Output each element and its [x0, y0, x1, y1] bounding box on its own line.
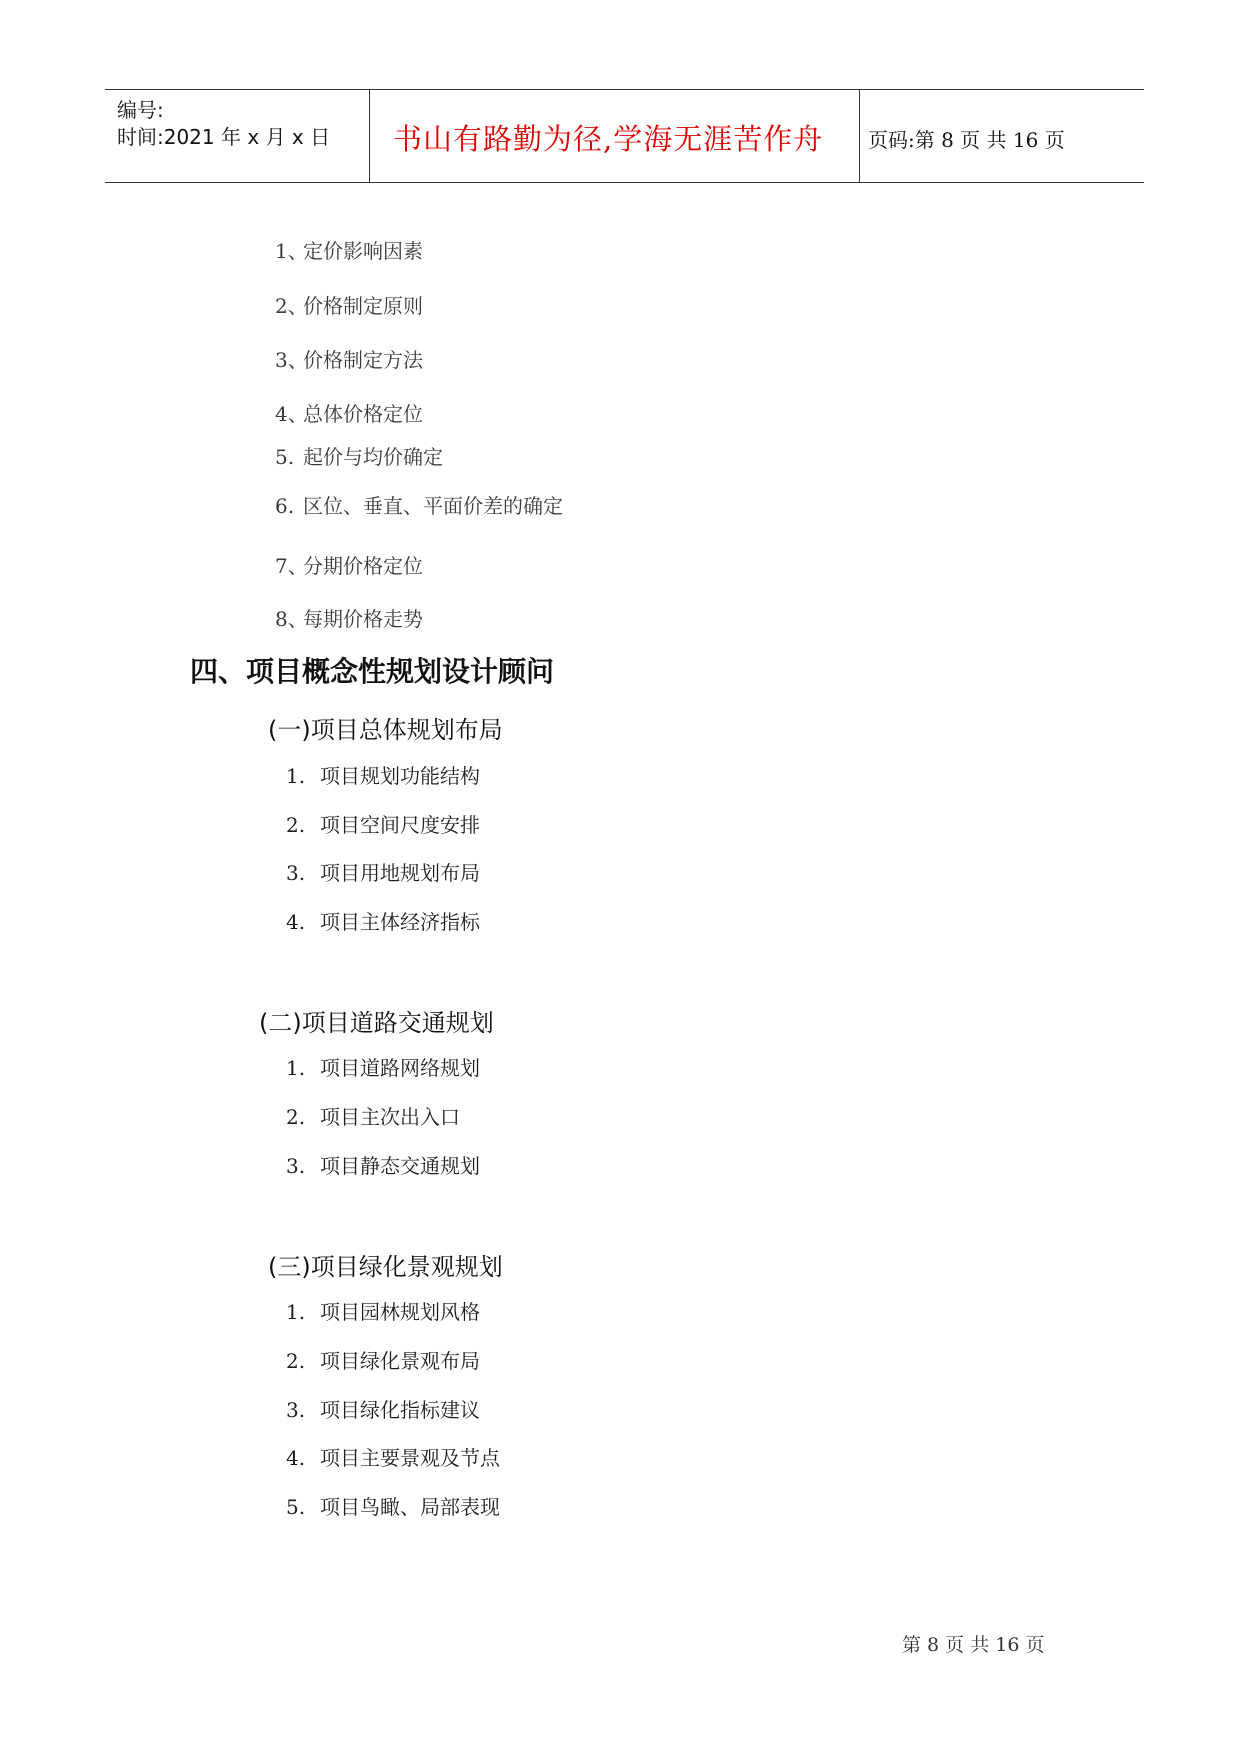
list-item: 2、价格制定原则 [275, 294, 423, 318]
header-number-label: 编号: [117, 98, 164, 122]
subsection-heading: (二)项目道路交通规划 [259, 1009, 494, 1037]
list-item: 2. 项目空间尺度安排 [286, 813, 480, 837]
list-item: 1、定价影响因素 [275, 239, 423, 263]
list-item: 3. 项目绿化指标建议 [286, 1398, 480, 1422]
list-item: 5. 起价与均价确定 [275, 445, 443, 469]
list-item: 7、分期价格定位 [275, 554, 423, 578]
footer-page-number: 第 8 页 共 16 页 [902, 1634, 1045, 1656]
list-item: 2. 项目绿化景观布局 [286, 1349, 480, 1373]
list-item: 8、每期价格走势 [275, 607, 423, 631]
list-item: 3. 项目用地规划布局 [286, 861, 480, 885]
list-item: 1. 项目规划功能结构 [286, 764, 480, 788]
list-item: 1. 项目道路网络规划 [286, 1056, 480, 1080]
list-item: 6. 区位、垂直、平面价差的确定 [275, 494, 563, 518]
header-time-label: 时间:2021 年 x 月 x 日 [117, 125, 331, 149]
list-item: 1. 项目园林规划风格 [286, 1300, 480, 1324]
section-heading: 四、项目概念性规划设计顾问 [190, 655, 555, 688]
header-bottom-rule [105, 182, 1144, 183]
header-top-rule [105, 89, 1144, 90]
list-item: 5. 项目鸟瞰、局部表现 [286, 1495, 500, 1519]
list-item: 4. 项目主要景观及节点 [286, 1446, 500, 1470]
header-divider-right [859, 89, 860, 182]
list-item: 4. 项目主体经济指标 [286, 910, 480, 934]
subsection-heading: (三)项目绿化景观规划 [268, 1253, 503, 1281]
header-page-label: 页码:第 8 页 共 16 页 [868, 128, 1065, 152]
list-item: 3. 项目静态交通规划 [286, 1154, 480, 1178]
subsection-heading: (一)项目总体规划布局 [268, 716, 503, 744]
header-motto: 书山有路勤为径,学海无涯苦作舟 [393, 122, 824, 156]
list-item: 3、价格制定方法 [275, 348, 423, 372]
list-item: 4、总体价格定位 [275, 402, 423, 426]
header-divider-left [369, 89, 370, 182]
list-item: 2. 项目主次出入口 [286, 1105, 460, 1129]
